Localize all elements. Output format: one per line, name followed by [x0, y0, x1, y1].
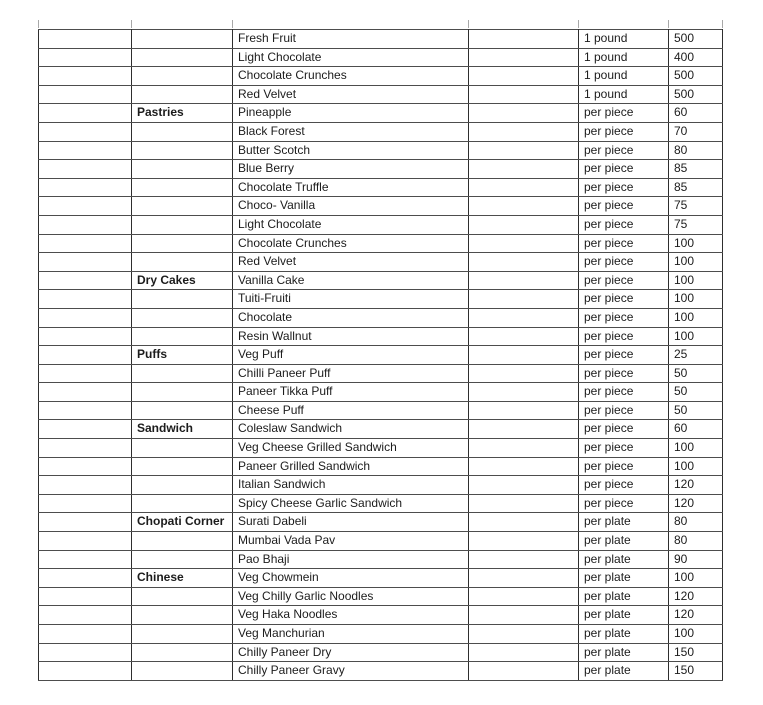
- price-cell: 90: [669, 550, 723, 569]
- category-cell: [132, 662, 233, 681]
- item-cell: Chocolate Truffle: [233, 178, 469, 197]
- unit-cell: per piece: [579, 346, 669, 365]
- cropped-row-tick: [468, 20, 469, 28]
- price-cell: 50: [669, 401, 723, 420]
- menu-table-body: [39, 30, 723, 681]
- cropped-row-tick: [722, 20, 723, 28]
- price-cell: 100: [669, 234, 723, 253]
- table-row: [39, 327, 723, 346]
- table-row: [39, 625, 723, 644]
- category-cell: [132, 494, 233, 513]
- table-row: [39, 30, 723, 49]
- blank-mid-cell: [469, 401, 579, 420]
- blank-mid-cell: [469, 141, 579, 160]
- price-cell: 100: [669, 327, 723, 346]
- price-cell: 75: [669, 215, 723, 234]
- cropped-row-tick: [232, 20, 233, 28]
- blank-mid-cell: [469, 513, 579, 532]
- category-cell: [132, 308, 233, 327]
- blank-left-cell: [39, 383, 132, 402]
- table-row: [39, 104, 723, 123]
- item-cell: Light Chocolate: [233, 48, 469, 67]
- blank-mid-cell: [469, 178, 579, 197]
- table-row: [39, 290, 723, 309]
- blank-left-cell: [39, 364, 132, 383]
- item-cell: Veg Cheese Grilled Sandwich: [233, 439, 469, 458]
- blank-mid-cell: [469, 67, 579, 86]
- blank-mid-cell: [469, 253, 579, 272]
- item-cell: Italian Sandwich: [233, 476, 469, 495]
- price-cell: 75: [669, 197, 723, 216]
- item-cell: Paneer Grilled Sandwich: [233, 457, 469, 476]
- blank-left-cell: [39, 476, 132, 495]
- table-row: [39, 122, 723, 141]
- price-cell: 60: [669, 420, 723, 439]
- category-cell: [132, 141, 233, 160]
- blank-left-cell: [39, 569, 132, 588]
- item-cell: Veg Chowmein: [233, 569, 469, 588]
- unit-cell: per plate: [579, 550, 669, 569]
- blank-left-cell: [39, 587, 132, 606]
- price-cell: 120: [669, 587, 723, 606]
- item-cell: Cheese Puff: [233, 401, 469, 420]
- price-cell: 100: [669, 253, 723, 272]
- blank-left-cell: [39, 643, 132, 662]
- item-cell: Red Velvet: [233, 253, 469, 272]
- blank-mid-cell: [469, 625, 579, 644]
- table-row: [39, 364, 723, 383]
- category-cell: [132, 178, 233, 197]
- unit-cell: per piece: [579, 401, 669, 420]
- blank-mid-cell: [469, 643, 579, 662]
- blank-left-cell: [39, 104, 132, 123]
- item-cell: Veg Puff: [233, 346, 469, 365]
- category-cell: [132, 85, 233, 104]
- blank-mid-cell: [469, 197, 579, 216]
- blank-mid-cell: [469, 160, 579, 179]
- unit-cell: per piece: [579, 327, 669, 346]
- unit-cell: per plate: [579, 532, 669, 551]
- category-cell: [132, 401, 233, 420]
- unit-cell: per piece: [579, 178, 669, 197]
- item-cell: Fresh Fruit: [233, 30, 469, 49]
- blank-left-cell: [39, 606, 132, 625]
- blank-mid-cell: [469, 48, 579, 67]
- item-cell: Red Velvet: [233, 85, 469, 104]
- blank-left-cell: [39, 513, 132, 532]
- unit-cell: per piece: [579, 290, 669, 309]
- price-cell: 50: [669, 364, 723, 383]
- price-cell: 120: [669, 476, 723, 495]
- blank-left-cell: [39, 662, 132, 681]
- blank-left-cell: [39, 253, 132, 272]
- blank-left-cell: [39, 346, 132, 365]
- unit-cell: 1 pound: [579, 30, 669, 49]
- category-cell: [132, 625, 233, 644]
- unit-cell: 1 pound: [579, 85, 669, 104]
- item-cell: Paneer Tikka Puff: [233, 383, 469, 402]
- table-row: [39, 308, 723, 327]
- price-cell: 100: [669, 625, 723, 644]
- blank-mid-cell: [469, 550, 579, 569]
- category-cell: [132, 327, 233, 346]
- blank-left-cell: [39, 625, 132, 644]
- item-cell: Choco- Vanilla: [233, 197, 469, 216]
- blank-mid-cell: [469, 104, 579, 123]
- unit-cell: per piece: [579, 234, 669, 253]
- category-cell: [132, 643, 233, 662]
- blank-mid-cell: [469, 271, 579, 290]
- price-cell: 100: [669, 569, 723, 588]
- price-cell: 60: [669, 104, 723, 123]
- unit-cell: 1 pound: [579, 67, 669, 86]
- item-cell: Mumbai Vada Pav: [233, 532, 469, 551]
- blank-left-cell: [39, 420, 132, 439]
- blank-mid-cell: [469, 30, 579, 49]
- category-cell: [132, 587, 233, 606]
- price-cell: 100: [669, 457, 723, 476]
- category-cell: [132, 364, 233, 383]
- price-cell: 120: [669, 494, 723, 513]
- category-cell: [132, 30, 233, 49]
- item-cell: Chocolate Crunches: [233, 234, 469, 253]
- blank-mid-cell: [469, 439, 579, 458]
- blank-mid-cell: [469, 532, 579, 551]
- category-cell: [132, 160, 233, 179]
- category-cell: [132, 290, 233, 309]
- table-row: [39, 346, 723, 365]
- category-cell: [132, 457, 233, 476]
- blank-mid-cell: [469, 234, 579, 253]
- cropped-row-tick: [578, 20, 579, 28]
- price-cell: 100: [669, 271, 723, 290]
- category-cell: [132, 122, 233, 141]
- unit-cell: per plate: [579, 513, 669, 532]
- price-cell: 100: [669, 290, 723, 309]
- price-cell: 400: [669, 48, 723, 67]
- category-cell: Sandwich: [132, 420, 233, 439]
- price-cell: 80: [669, 513, 723, 532]
- item-cell: Resin Wallnut: [233, 327, 469, 346]
- price-cell: 120: [669, 606, 723, 625]
- table-row: [39, 271, 723, 290]
- unit-cell: per piece: [579, 197, 669, 216]
- blank-mid-cell: [469, 327, 579, 346]
- price-cell: 85: [669, 160, 723, 179]
- blank-mid-cell: [469, 346, 579, 365]
- table-row: [39, 420, 723, 439]
- unit-cell: per piece: [579, 457, 669, 476]
- category-cell: Chinese: [132, 569, 233, 588]
- category-cell: [132, 234, 233, 253]
- item-cell: Vanilla Cake: [233, 271, 469, 290]
- category-cell: [132, 383, 233, 402]
- category-cell: Dry Cakes: [132, 271, 233, 290]
- blank-mid-cell: [469, 494, 579, 513]
- unit-cell: 1 pound: [579, 48, 669, 67]
- table-row: [39, 569, 723, 588]
- blank-mid-cell: [469, 383, 579, 402]
- blank-left-cell: [39, 85, 132, 104]
- table-row: [39, 513, 723, 532]
- unit-cell: per piece: [579, 364, 669, 383]
- item-cell: Chilly Paneer Dry: [233, 643, 469, 662]
- blank-left-cell: [39, 30, 132, 49]
- category-cell: [132, 197, 233, 216]
- unit-cell: per piece: [579, 160, 669, 179]
- table-row: [39, 476, 723, 495]
- table-row: [39, 587, 723, 606]
- blank-left-cell: [39, 401, 132, 420]
- table-row: [39, 141, 723, 160]
- table-row: [39, 234, 723, 253]
- price-cell: 70: [669, 122, 723, 141]
- item-cell: Pao Bhaji: [233, 550, 469, 569]
- category-cell: [132, 606, 233, 625]
- table-row: [39, 494, 723, 513]
- price-cell: 85: [669, 178, 723, 197]
- blank-left-cell: [39, 48, 132, 67]
- table-row: [39, 439, 723, 458]
- table-row: [39, 178, 723, 197]
- category-cell: [132, 253, 233, 272]
- price-cell: 80: [669, 532, 723, 551]
- unit-cell: per piece: [579, 271, 669, 290]
- blank-left-cell: [39, 271, 132, 290]
- blank-mid-cell: [469, 662, 579, 681]
- category-cell: [132, 67, 233, 86]
- unit-cell: per piece: [579, 141, 669, 160]
- blank-mid-cell: [469, 215, 579, 234]
- table-row: [39, 643, 723, 662]
- blank-left-cell: [39, 215, 132, 234]
- price-cell: 100: [669, 308, 723, 327]
- price-cell: 80: [669, 141, 723, 160]
- unit-cell: per piece: [579, 439, 669, 458]
- table-row: [39, 550, 723, 569]
- unit-cell: per plate: [579, 643, 669, 662]
- category-cell: Chopati Corner: [132, 513, 233, 532]
- blank-left-cell: [39, 234, 132, 253]
- category-cell: [132, 215, 233, 234]
- item-cell: Coleslaw Sandwich: [233, 420, 469, 439]
- unit-cell: per piece: [579, 383, 669, 402]
- unit-cell: per piece: [579, 122, 669, 141]
- blank-left-cell: [39, 290, 132, 309]
- blank-mid-cell: [469, 122, 579, 141]
- unit-cell: per piece: [579, 104, 669, 123]
- blank-left-cell: [39, 141, 132, 160]
- item-cell: Tuiti-Fruiti: [233, 290, 469, 309]
- table-row: [39, 662, 723, 681]
- price-cell: 50: [669, 383, 723, 402]
- table-row: [39, 532, 723, 551]
- item-cell: Blue Berry: [233, 160, 469, 179]
- table-row: [39, 383, 723, 402]
- price-cell: 500: [669, 30, 723, 49]
- table-row: [39, 197, 723, 216]
- price-cell: 500: [669, 85, 723, 104]
- item-cell: Chocolate Crunches: [233, 67, 469, 86]
- table-row: [39, 48, 723, 67]
- table-row: [39, 253, 723, 272]
- blank-left-cell: [39, 439, 132, 458]
- cropped-row-tick: [131, 20, 132, 28]
- blank-left-cell: [39, 160, 132, 179]
- table-row: [39, 215, 723, 234]
- unit-cell: per plate: [579, 625, 669, 644]
- unit-cell: per piece: [579, 494, 669, 513]
- table-row: [39, 67, 723, 86]
- item-cell: Black Forest: [233, 122, 469, 141]
- blank-left-cell: [39, 532, 132, 551]
- item-cell: Surati Dabeli: [233, 513, 469, 532]
- blank-left-cell: [39, 122, 132, 141]
- blank-left-cell: [39, 550, 132, 569]
- blank-left-cell: [39, 197, 132, 216]
- blank-mid-cell: [469, 476, 579, 495]
- price-cell: 100: [669, 439, 723, 458]
- unit-cell: per plate: [579, 606, 669, 625]
- item-cell: Chilly Paneer Gravy: [233, 662, 469, 681]
- unit-cell: per plate: [579, 569, 669, 588]
- price-cell: 500: [669, 67, 723, 86]
- table-row: [39, 85, 723, 104]
- unit-cell: per piece: [579, 476, 669, 495]
- unit-cell: per piece: [579, 215, 669, 234]
- item-cell: Chocolate: [233, 308, 469, 327]
- cropped-row-tick: [668, 20, 669, 28]
- item-cell: Butter Scotch: [233, 141, 469, 160]
- blank-mid-cell: [469, 290, 579, 309]
- table-row: [39, 457, 723, 476]
- category-cell: Puffs: [132, 346, 233, 365]
- price-cell: 150: [669, 662, 723, 681]
- blank-mid-cell: [469, 587, 579, 606]
- unit-cell: per plate: [579, 662, 669, 681]
- cropped-row-tick: [38, 20, 39, 28]
- blank-mid-cell: [469, 606, 579, 625]
- category-cell: [132, 550, 233, 569]
- category-cell: [132, 476, 233, 495]
- category-cell: [132, 48, 233, 67]
- item-cell: Spicy Cheese Garlic Sandwich: [233, 494, 469, 513]
- item-cell: Veg Haka Noodles: [233, 606, 469, 625]
- unit-cell: per piece: [579, 253, 669, 272]
- blank-left-cell: [39, 457, 132, 476]
- table-row: [39, 401, 723, 420]
- category-cell: Pastries: [132, 104, 233, 123]
- item-cell: Chilli Paneer Puff: [233, 364, 469, 383]
- blank-left-cell: [39, 494, 132, 513]
- unit-cell: per piece: [579, 308, 669, 327]
- unit-cell: per plate: [579, 587, 669, 606]
- table-row: [39, 160, 723, 179]
- blank-mid-cell: [469, 420, 579, 439]
- blank-mid-cell: [469, 85, 579, 104]
- menu-price-table: [38, 29, 723, 681]
- unit-cell: per piece: [579, 420, 669, 439]
- blank-mid-cell: [469, 457, 579, 476]
- category-cell: [132, 439, 233, 458]
- item-cell: Veg Manchurian: [233, 625, 469, 644]
- blank-left-cell: [39, 327, 132, 346]
- blank-mid-cell: [469, 308, 579, 327]
- blank-mid-cell: [469, 364, 579, 383]
- item-cell: Pineapple: [233, 104, 469, 123]
- item-cell: Veg Chilly Garlic Noodles: [233, 587, 469, 606]
- price-cell: 25: [669, 346, 723, 365]
- table-row: [39, 606, 723, 625]
- blank-left-cell: [39, 178, 132, 197]
- blank-left-cell: [39, 308, 132, 327]
- blank-mid-cell: [469, 569, 579, 588]
- item-cell: Light Chocolate: [233, 215, 469, 234]
- category-cell: [132, 532, 233, 551]
- blank-left-cell: [39, 67, 132, 86]
- price-cell: 150: [669, 643, 723, 662]
